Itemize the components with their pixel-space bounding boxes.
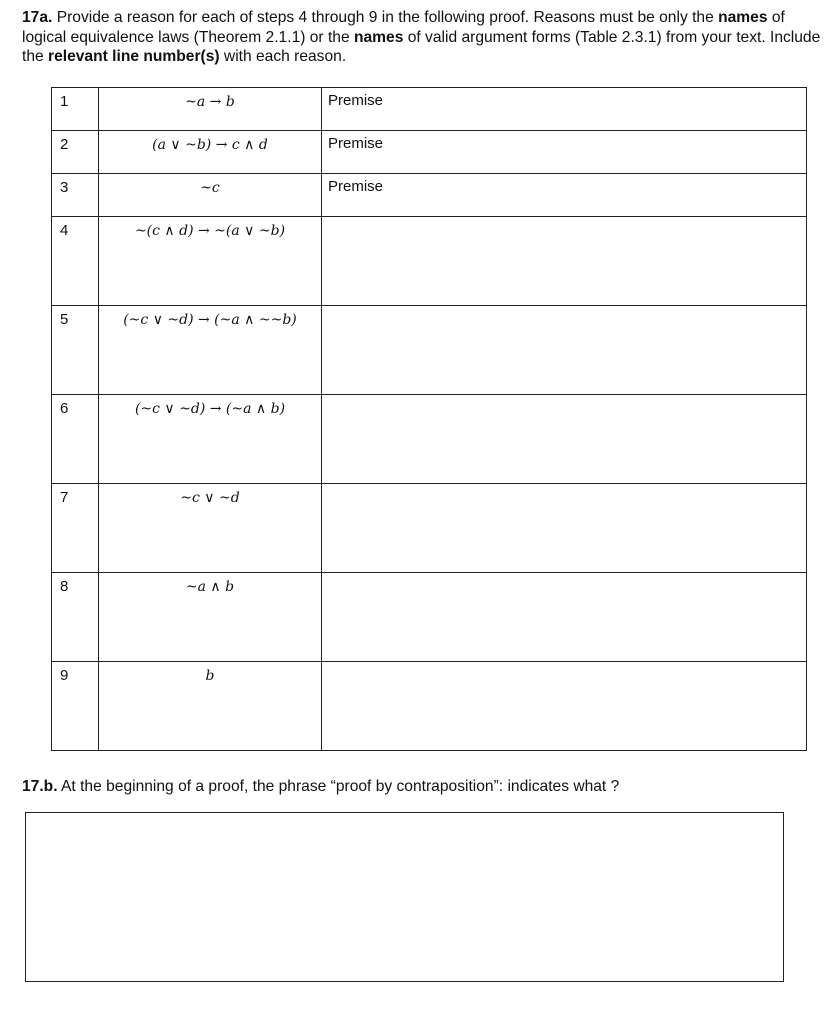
reason-input-7[interactable] bbox=[322, 484, 807, 573]
answer-box-17b[interactable] bbox=[25, 812, 784, 982]
reason-input-5[interactable] bbox=[322, 306, 807, 395]
reason-input-4[interactable] bbox=[322, 217, 807, 306]
reason-cell: Premise bbox=[322, 131, 807, 174]
proof-row-1 bbox=[52, 88, 807, 131]
question-17a bbox=[22, 8, 822, 67]
proof-row-9 bbox=[52, 662, 807, 751]
statement: (~c ∨ ~d) → (~a ∧ ~~b) bbox=[99, 306, 322, 395]
statement: ~c bbox=[99, 174, 322, 217]
proof-row-3 bbox=[52, 174, 807, 217]
proof-row-7 bbox=[52, 484, 807, 573]
question-17a-label: 17a. bbox=[22, 9, 53, 26]
statement: ~a → b bbox=[99, 88, 322, 131]
question-17a-text-3: of valid argument forms (Table 2.3.1) from your text. Include the bbox=[22, 28, 821, 65]
proof-row-8 bbox=[52, 573, 807, 662]
line-number: 7 bbox=[52, 484, 99, 573]
statement: ~(c ∧ d) → ~(a ∨ ~b) bbox=[99, 217, 322, 306]
statement: ~a ∧ b bbox=[99, 573, 322, 662]
statement: (~c ∨ ~d) → (~a ∧ b) bbox=[99, 395, 322, 484]
proof-row-6 bbox=[52, 395, 807, 484]
proof-row-2 bbox=[52, 131, 807, 174]
question-17b bbox=[22, 778, 822, 796]
proof-row-4 bbox=[52, 217, 807, 306]
line-number: 3 bbox=[52, 174, 99, 217]
line-number: 4 bbox=[52, 217, 99, 306]
question-17a-bold-3: relevant line number(s) bbox=[48, 48, 220, 65]
question-17a-text-1: Provide a reason for each of steps 4 through 9 in the following proof. Reasons must be only the bbox=[52, 9, 719, 26]
question-17a-bold-1: names bbox=[718, 9, 768, 26]
question-17a-text-4: with each reason. bbox=[219, 48, 347, 65]
statement: b bbox=[99, 662, 322, 751]
question-17b-text: At the beginning of a proof, the phrase “proof by contraposition”: indicates what ? bbox=[57, 778, 620, 795]
line-number: 6 bbox=[52, 395, 99, 484]
statement: ~c ∨ ~d bbox=[99, 484, 322, 573]
reason-cell: Premise bbox=[322, 174, 807, 217]
reason-input-8[interactable] bbox=[322, 573, 807, 662]
reason-input-6[interactable] bbox=[322, 395, 807, 484]
question-17b-label: 17.b. bbox=[22, 778, 58, 795]
statement: (a ∨ ~b) → c ∧ d bbox=[99, 131, 322, 174]
reason-input-9[interactable] bbox=[322, 662, 807, 751]
line-number: 8 bbox=[52, 573, 99, 662]
proof-row-5 bbox=[52, 306, 807, 395]
line-number: 2 bbox=[52, 131, 99, 174]
reason-cell: Premise bbox=[322, 88, 807, 131]
line-number: 9 bbox=[52, 662, 99, 751]
line-number: 1 bbox=[52, 88, 99, 131]
line-number: 5 bbox=[52, 306, 99, 395]
question-17a-text-2: of logical equivalence laws (Theorem 2.1.1) or the bbox=[22, 9, 785, 46]
proof-table bbox=[51, 87, 807, 751]
question-17a-bold-2: names bbox=[353, 28, 404, 46]
